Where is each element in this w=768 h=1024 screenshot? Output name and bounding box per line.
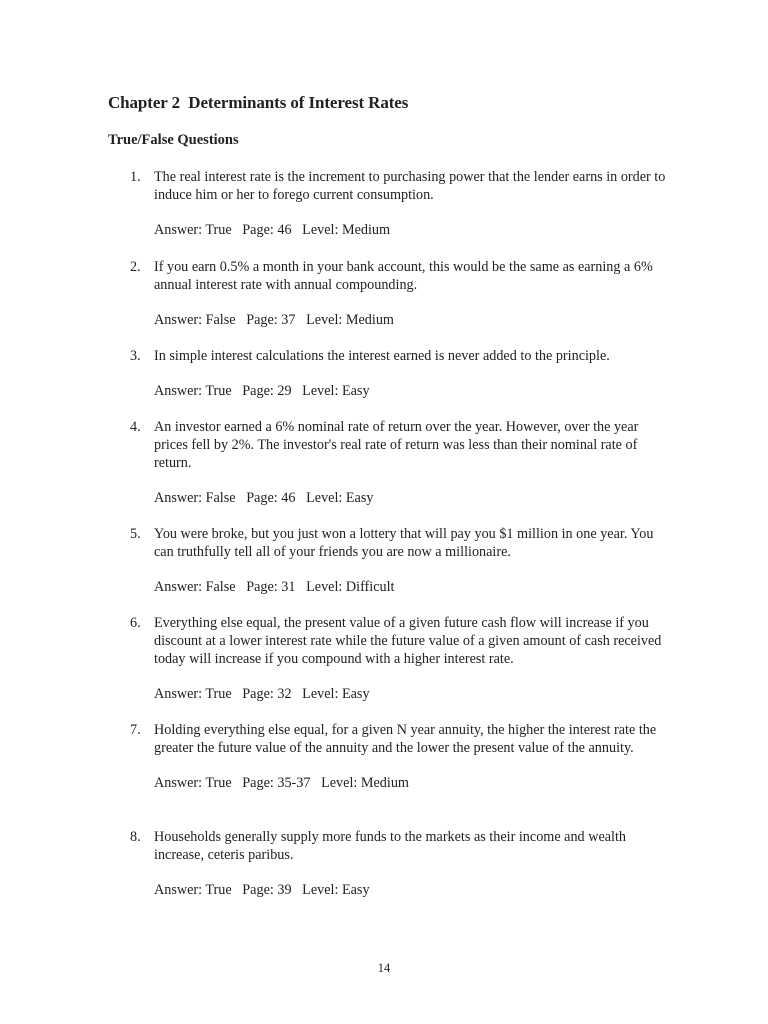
page-number: 14 (377, 961, 391, 975)
question-answer: Answer: True Page: 29 Level: Easy (154, 383, 370, 399)
question-text: Holding everything else equal, for a given N year annuity, the higher the interest rate the greater the future value of the annuity and the lower the present value of the annuity. (154, 722, 657, 756)
question-text: You were broke, but you just won a lottery that will pay you $1 million in one year. You can truthfully tell all of your friends you are now a millionaire. (154, 526, 654, 560)
question-item (108, 168, 668, 239)
question-text: The real interest rate is the increment to purchasing power that the lender earns in order to induce him or her to forego current consumption. (154, 169, 666, 203)
question-answer: Answer: True Page: 35-37 Level: Medium (154, 775, 409, 791)
question-number: 8. (130, 829, 141, 845)
question-text: Everything else equal, the present value of a given future cash flow will increase if you discount at a lower interest rate while the future value of a given amount of cash received today will increase if you compound with a higher interest rate. (154, 615, 662, 667)
question-answer: Answer: False Page: 37 Level: Medium (154, 312, 394, 328)
question-number: 6. (130, 615, 141, 631)
chapter-title: Chapter 2 Determinants of Interest Rates (108, 93, 409, 112)
question-answer: Answer: False Page: 31 Level: Difficult (154, 579, 395, 595)
question-text: In simple interest calculations the interest earned is never added to the principle. (154, 348, 610, 364)
question-item (108, 347, 668, 400)
question-item (108, 614, 668, 703)
question-answer: Answer: True Page: 46 Level: Medium (154, 222, 391, 238)
question-item (108, 828, 668, 899)
question-number: 7. (130, 722, 141, 738)
question-number: 1. (130, 169, 141, 185)
question-number: 5. (130, 526, 141, 542)
question-answer: Answer: False Page: 46 Level: Easy (154, 490, 374, 506)
question-item (108, 418, 668, 507)
question-text: An investor earned a 6% nominal rate of return over the year. However, over the year prices fell by 2%. The investor's real rate of return was less than their nominal rate of return. (154, 419, 639, 471)
question-answer: Answer: True Page: 32 Level: Easy (154, 686, 370, 702)
question-text: If you earn 0.5% a month in your bank account, this would be the same as earning a 6% annual interest rate with annual compounding. (154, 259, 653, 293)
question-item (108, 721, 668, 792)
question-item (108, 258, 668, 329)
question-item (108, 525, 668, 596)
question-number: 2. (130, 259, 141, 275)
section-title: True/False Questions (108, 132, 239, 148)
question-answer: Answer: True Page: 39 Level: Easy (154, 882, 370, 898)
question-number: 3. (130, 348, 141, 364)
question-number: 4. (130, 419, 141, 435)
question-text: Households generally supply more funds to the markets as their income and wealth increase, ceteris paribus. (154, 829, 627, 863)
